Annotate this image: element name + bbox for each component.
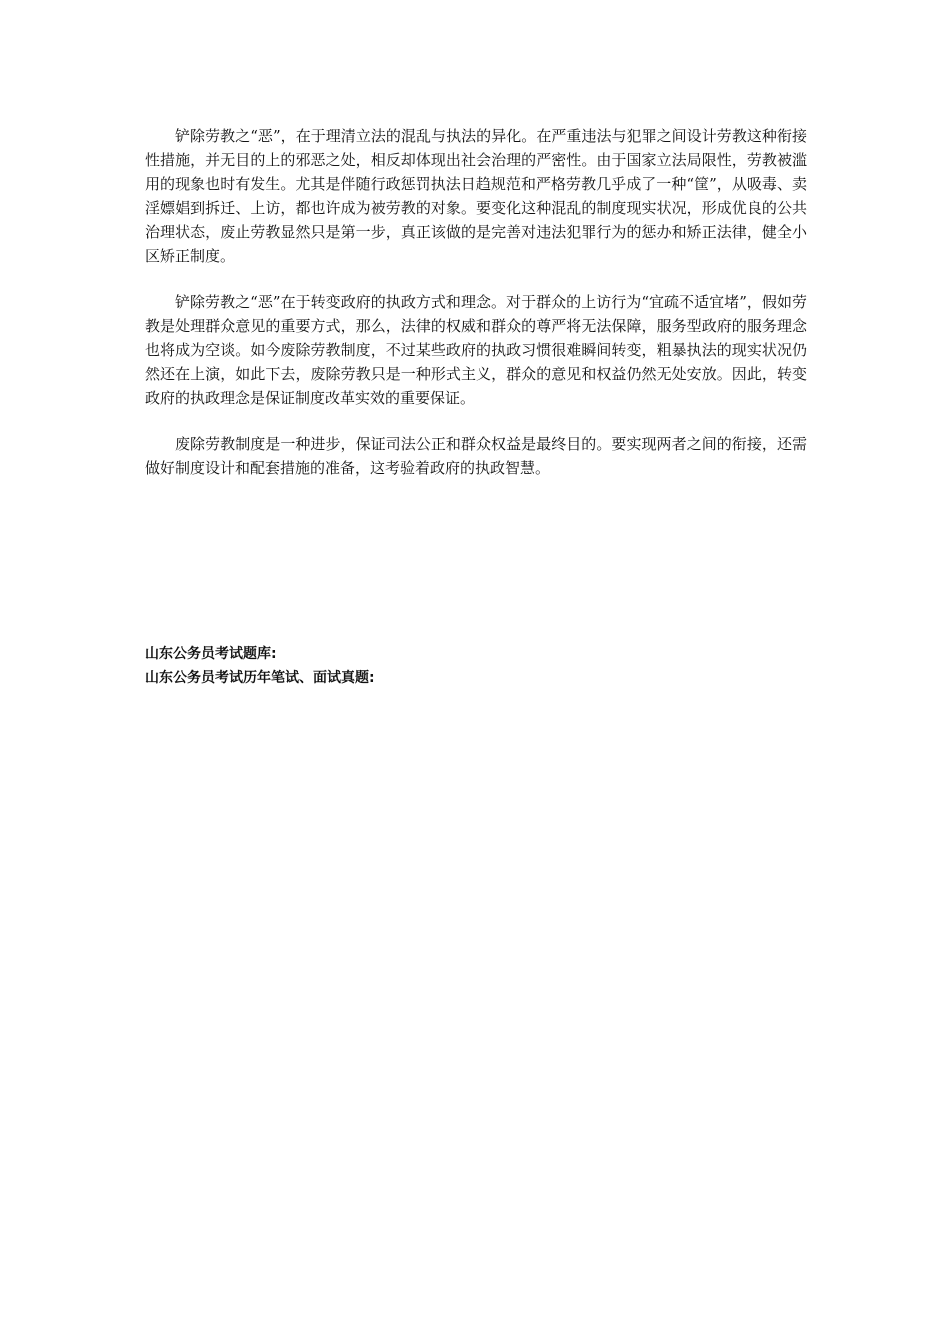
resource-links (145, 642, 807, 690)
question-bank-label: 山东公务员考试题库: (145, 646, 277, 662)
article-body (145, 124, 807, 502)
past-exams-label: 山东公务员考试历年笔试、面试真题: (145, 670, 375, 686)
paragraph-3: 废除劳教制度是一种进步，保证司法公正和群众权益是最终目的。要实现两者之间的衔接，还需做好制度设计和配套措施的准备，这考验着政府的执政智慧。 (145, 435, 807, 477)
paragraph-1: 铲除劳教之“恶”，在于理清立法的混乱与执法的异化。在严重违法与犯罪之间设计劳教这种衔接性措施，并无目的上的邪恶之处，相反却体现出社会治理的严密性。由于国家立法局限性，劳教被滥用的现象也时有发生。尤其是伴随行政惩罚执法日趋规范和严格劳教几乎成了一种“筐”，从吸毒、卖淫嫖娼到拆迁、上访，都也许成为被劳教的对象。要变化这种混乱的制度现实状况，形成优良的公共治理状态，废止劳教显然只是第一步，真正该做的是完善对违法犯罪行为的惩办和矫正法律，健全小区矫正制度。 (145, 127, 807, 265)
paragraph-2: 铲除劳教之“恶”在于转变政府的执政方式和理念。对于群众的上访行为“宜疏不适宜堵”，假如劳教是处理群众意见的重要方式，那么，法律的权威和群众的尊严将无法保障，服务型政府的服务理念也将成为空谈。如今废除劳教制度，不过某些政府的执政习惯很难瞬间转变，粗暴执法的现实状况仍然还在上演，如此下去，废除劳教只是一种形式主义，群众的意见和权益仍然无处安放。因此，转变政府的执政理念是保证制度改革实效的重要保证。 (145, 293, 807, 407)
